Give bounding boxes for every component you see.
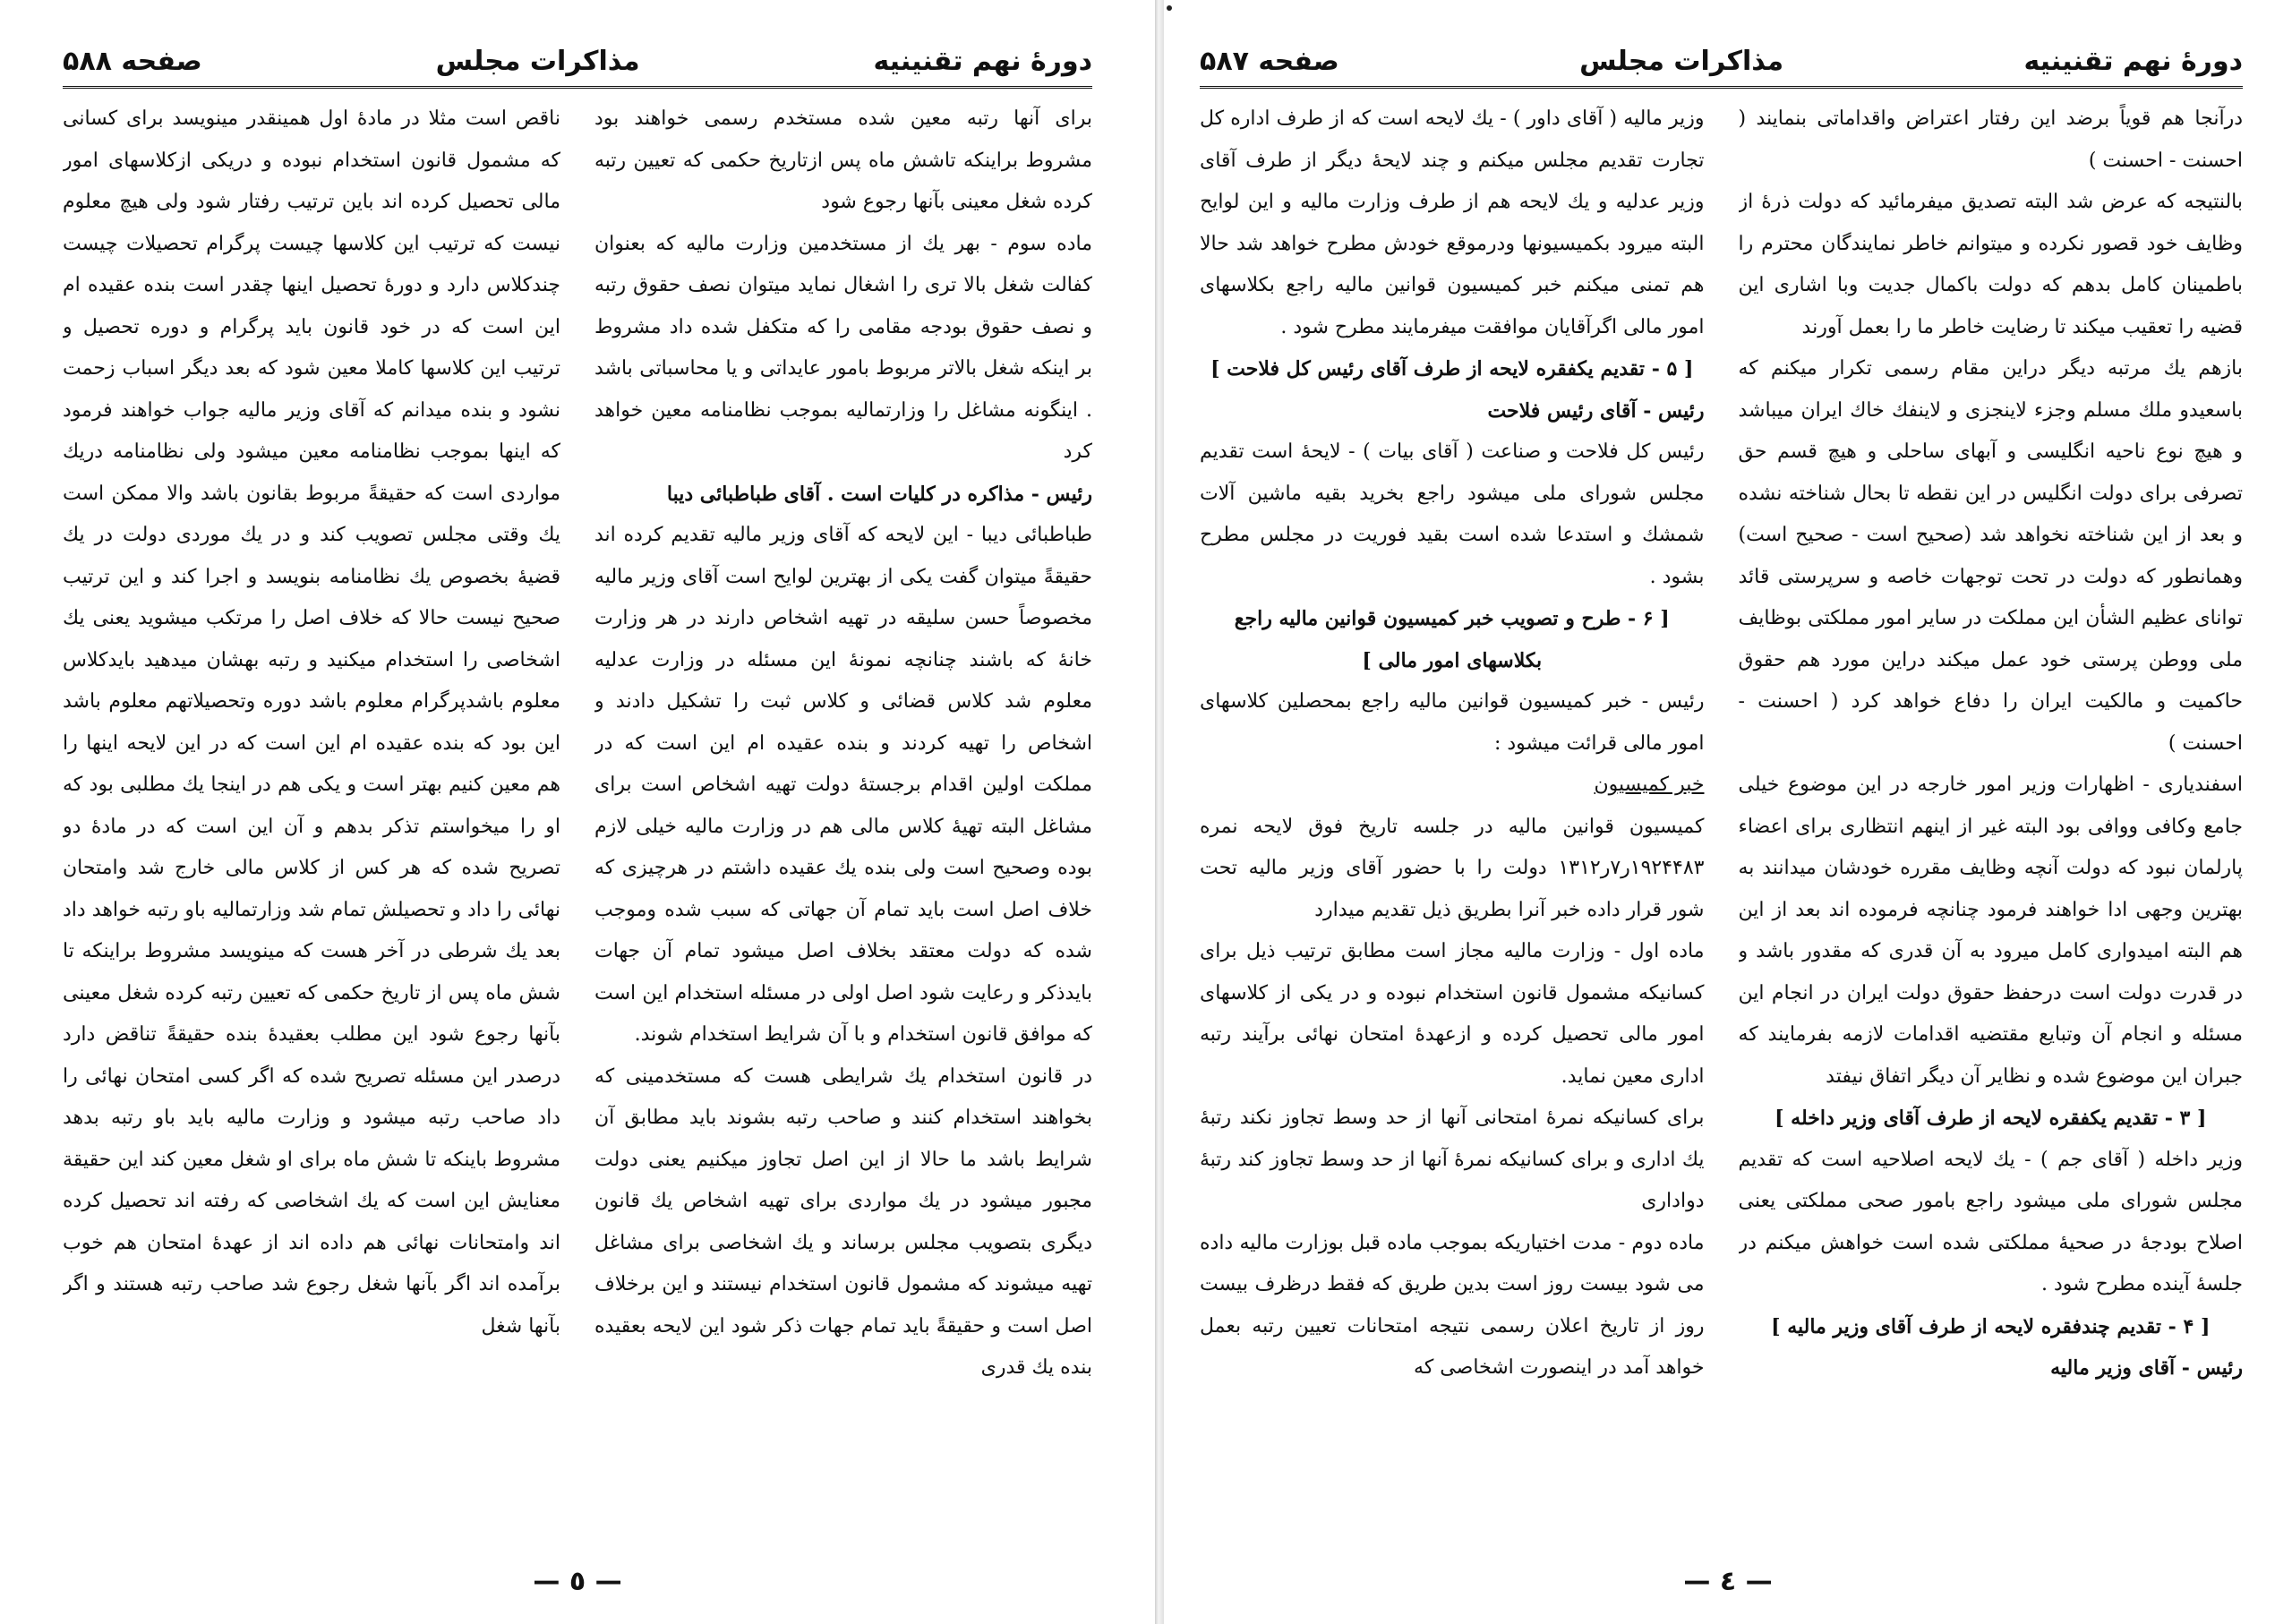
paragraph: در قانون استخدام یك شرایطی هست که مستخدمینی که بخواهند استخدام کنند و صاحب رتبه بشوند باید مطابق آن شرایط باشد ما حالا از این اصل تجاوز میکنیم یعنی دولت مجبور میشود در یك مواردی برای تهیه اشخاص یك قانون دیگری بتصویب مجلس برساند و یك اشخاصی برای مشاغل تهیه میشوند که مشمول قانون استخدام نیستند و این برخلاف اصل است و حقیقةً باید تمام جهات ذکر شود این لایحه بعقیده بنده یك قدری: [594, 1064, 1092, 1379]
header-rule: [63, 86, 1092, 89]
right-page: [1164, 0, 2292, 1624]
ink-speck: [1167, 5, 1172, 11]
page-folio: — ٥ —: [533, 1566, 622, 1597]
page-header: [63, 34, 1092, 88]
page-header: [1200, 34, 2243, 88]
paragraph: رئیس - خبر کمیسیون قوانین مالیه راجع بمحصلین کلاسهای امور مالی قرائت میشود :: [1200, 690, 1705, 755]
section-heading: [ ۳ - تقدیم یکفقره لایحه از طرف آقای وزیر داخله ]: [1775, 1107, 2207, 1130]
page-number-label: صفحه ۵۸۸: [63, 45, 202, 77]
section-heading: [ ۴ - تقدیم چندفقره لایحه از طرف آقای وزیر مالیه ]: [1771, 1314, 2211, 1338]
paragraph: درآنجا هم قویاً برضد این رفتار اعتراض واقداماتی بنمایند ( احسنت - احسنت ): [1738, 107, 2243, 172]
text-column: [594, 98, 1092, 1526]
paragraph: برای آنها رتبه معین شده مستخدم رسمی خواهند بود مشروط براینکه تاشش ماه پس ازتاریخ حکمی که تعیین رتبه کرده شغل معینی بآنها رجوع شود: [594, 107, 1092, 213]
session-label: دورهٔ نهم تقنینیه: [873, 45, 1092, 77]
speaker-line: رئیس - مذاکره در کلیات است . آقای طباطبائی دیبا: [666, 482, 1092, 506]
paragraph: ماده سوم - بهر یك از مستخدمین وزارت مالیه که بعنوان کفالت شغل بالا تری را اشغال نماید میتوان نصف حقوق رتبه و نصف حقوق بودجه مقامی را که متکفل شده داد مشروط بر اینکه شغل بالاتر مربوط بامور عایداتی و یا محاسباتی باشد . اینگونه مشاغل را وزارتمالیه بموجب نظامنامه معین خواهد کرد: [594, 232, 1092, 463]
paragraph: ماده دوم - مدت اختیاریکه بموجب ماده قبل بوزارت مالیه داده می شود بیست روز است بدین طریق که فقط درظرف بیست روز از تاریخ اعلان رسمی نتیجه امتحانات تعیین رتبه بعمل خواهد آمد در اینصورت اشخاصی که: [1200, 1231, 1705, 1379]
header-rule: [1200, 86, 2243, 89]
paragraph: کمیسیون قوانین مالیه در جلسه تاریخ فوق لایحه نمره ۱۹۲۴۴۸۳ر۷ر۱۳۱۲ دولت را با حضور آقای وزیر مالیه تحت شور قرار داده خبر آنرا بطریق ذیل تقدیم میدارد: [1200, 815, 1705, 921]
paragraph: ماده اول - وزارت مالیه مجاز است مطابق ترتیب ذیل برای کسانیکه مشمول قانون استخدام نبوده و در یکی از کلاسهای امور مالی تحصیل کرده و ازعهدهٔ امتحان نهائی برآیند رتبه اداری معین نماید.: [1200, 940, 1705, 1088]
section-heading: [ ۶ - طرح و تصویب خبر کمیسیون قوانین مالیه راجع بکلاسهای امور مالی ]: [1234, 607, 1670, 672]
session-label: دورهٔ نهم تقنینیه: [2023, 45, 2243, 77]
text-column: [1739, 98, 2244, 1526]
paragraph: ناقص است مثلا در مادهٔ اول همینقدر مینویسد برای کسانی که مشمول قانون استخدام نبوده و دریکی ازکلاسهای امور مالی تحصیل کرده اند باین ترتیب رفتار شود ولی هیچ معلوم نیست که ترتیب این کلاسها چیست پرگرام تحصیلات چیست چندکلاس دارد و دورهٔ تحصیل اینها چقدر است بنده عقیده ام این است که در خود قانون باید پرگرام و دوره تحصیل و ترتیب این کلاسها کاملا معین شود که بعد دیگر اسباب زحمت نشود و بنده میدانم که آقای وزیر مالیه جواب خواهند فرمود که اینها بموجب نظامنامه معین میشود ولی نظامنامه دریك مواردی است که حقیقةً مربوط بقانون باشد والا ممکن است یك وقتی مجلس تصویب کند و در یك موردی دولت در یك قضیهٔ بخصوص یك نظامنامه بنویسد و اجرا کند و این ترتیب صحیح نیست حالا که خلاف اصل را مرتکب میشوید یعنی یك اشخاصی را استخدام میکنید و رتبه بهشان میدهید بایدکلاس معلوم باشدپرگرام معلوم باشد دوره وتحصیلاتهم معلوم باشد این بود که بنده عقیده ام این است که در این لایحه اینها را هم معین کنیم بهتر است و یکی هم در اینجا یك مطلبی بود که او را میخواستم تذکر بدهم و آن این است که در مادهٔ دو تصریح شده که هر کس از کلاس مالی خارج شد وامتحان نهائی را داد و تحصیلش تمام شد وزارتمالیه باو رتبه خواهد داد بعد یك شرطی در آخر هست که مینویسد مشروط براینکه تا شش ماه پس از تاریخ حکمی که تعیین رتبه کرده شغل معینی بآنها رجوع شود این مطلب بعقیدهٔ بنده حقیقةً تناقض دارد درصدر این مسئله تصریح شده که اگر کسی امتحان نهائی را داد صاحب رتبه میشود و وزارت مالیه باید باو رتبه بدهد مشروط باینکه تا شش ماه برای او شغل معین کند این حقیقة معنایش این است که یك اشخاصی که رفته اند تحصیل کرده اند وامتحانات نهائی هم داده اند از عهدهٔ امتحان هم خوب برآمده اند اگر بآنها شغل رجوع شد صاحب رتبه هستند و اگر بآنها شغل: [63, 107, 560, 1338]
text-column: [63, 98, 560, 1526]
page-folio: — ٤ —: [1683, 1566, 1773, 1597]
paragraph: طباطبائی دیبا - این لایحه که آقای وزیر مالیه تقدیم کرده اند حقیقةً میتوان گفت یکی از بهترین لوایح است آقای وزیر مالیه مخصوصاً حسن سلیقه در تهیه اشخاص دارند در هر وزارت خانهٔ که باشند چنانچه نمونهٔ این مسئله در وزارت عدلیه معلوم شد کلاس قضائی و کلاس ثبت را تشکیل دادند و اشخاص را تهیه کردند و بنده عقیده ام این است که در مملکت اولین اقدام برجستهٔ دولت تهیه اشخاص است برای مشاغل البته تهیهٔ کلاس مالی هم در وزارت مالیه خیلی لازم بوده وصحیح است ولی بنده یك عقیده داشتم در هرچیزی که خلاف اصل است باید تمام آن جهاتی که سبب شده وموجب شده که دولت معتقد بخلاف اصل میشود تمام آن جهات بایدذکر و رعایت شود اصل اولی در مسئله استخدام این است که موافق قانون استخدام و با آن شرایط استخدام شوند.: [594, 524, 1092, 1046]
paragraph: اسفندیاری - اظهارات وزیر امور خارجه در این موضوع خیلی جامع وکافی ووافی بود البته غیر از اینهم انتظاری برای اعضاء پارلمان نبود که دولت آنچه وظایف مقرره خودشان میدانند به بهترین وجهی ادا خواهند فرمود چنانچه فرموده اند بعد از این هم البته امیدواری کامل میرود به آن قدری که مقدور باشد و در قدرت دولت است درحفظ حقوق دولت ایران در انجام این مسئله و انجام آن وتبایع مقتضیه اقدامات لازمه بفرمایند که جبران این موضوع شده و نظایر آن دیگر اتفاق نیفتد: [1738, 774, 2243, 1088]
paragraph: بازهم یك مرتبه دیگر دراین مقام رسمی تکرار میکنم که باسعیدو ملك مسلم وجزء لاینجزی و لاینفك خاك ایران میباشد و هیچ نوع ناحیه انگلیسی و آبهای ساحلی و هیچ قسم حق تصرفی برای دولت انگلیس در این نقطه تا بحال شناخته نشده و بعد از این شناخته نخواهد شد (صحیح است - صحیح است) وهمانطور که دولت در تحت توجهات خاصه و سرپرستی قائد توانای عظیم الشأن این مملکت در سایر امور مملکتی بوظایف ملی ووطن پرستی خود عمل میکند دراین مورد هم حقوق حاکمیت و مالکیت ایران را دفاع خواهد کرد ( احسنت - احسنت ): [1738, 357, 2243, 755]
running-title: مذاکرات مجلس: [435, 45, 640, 77]
paragraph: بالنتیجه که عرض شد البته تصدیق میفرمائید که دولت ذرهٔ از وظایف خود قصور نکرده و میتوانم خاطر نمایندگان محترم را باطمینان کامل بدهم که دولت باکمال جدیت وبا اشاری این قضیه را تعقیب میکند تا رضایت خاطر ما را بعمل آورند: [1738, 191, 2243, 338]
book-gutter: [1155, 0, 1164, 1624]
speaker-line: رئیس - آقای رئیس فلاحت: [1487, 398, 1705, 423]
paragraph: وزیر مالیه ( آقای داور ) - یك لایحه است که از طرف اداره کل تجارت تقدیم مجلس میکنم و چند لایحهٔ دیگر از طرف آقای وزیر عدلیه و یك لایحه هم از طرف وزارت مالیه و این لوایح البته میرود بکمیسیونها ودرموقع خودش مطرح خواهد شد حالا هم تمنی میکنم خبر کمیسیون قوانین مالیه راجع بکلاسهای امور مالی اگرآقایان موافقت میفرمایند مطرح شود .: [1200, 107, 1705, 338]
text-column: [1200, 98, 1705, 1526]
text-columns: [63, 98, 1092, 1526]
page-number-label: صفحه ۵۸۷: [1200, 45, 1339, 77]
speaker-line: رئیس - آقای وزیر مالیه: [2050, 1356, 2243, 1380]
paragraph: برای کسانیکه نمرهٔ امتحانی آنها از حد وسط تجاوز نکند رتبهٔ یك اداری و برای کسانیکه نمرهٔ آنها از حد وسط تجاوز کند رتبهٔ دواداری: [1200, 1107, 1705, 1212]
paragraph: خبر کمیسیون: [1594, 774, 1705, 796]
paragraph: رئیس کل فلاحت و صناعت ( آقای بیات ) - لایحهٔ است تقدیم مجلس شورای ملی میشود راجع بخرید بقیه ماشین آلات شمشك و استدعا شده است بقید فوریت در مجلس مطرح بشود .: [1200, 440, 1705, 588]
running-title: مذاکرات مجلس: [1579, 45, 1784, 77]
paragraph: وزیر داخله ( آقای جم ) - یك لایحه اصلاحیه است که تقدیم مجلس شورای ملی میشود راجع بامور صحی مملکتی یعنی اصلاح بودجهٔ در صحیهٔ مملکتی شده است خواهش میکنم در جلسهٔ آینده مطرح شود .: [1738, 1148, 2243, 1295]
text-columns: [1200, 98, 2243, 1526]
section-heading: [ ۵ - تقدیم یکفقره لایحه از طرف آقای رئیس کل فلاحت ]: [1210, 357, 1694, 380]
